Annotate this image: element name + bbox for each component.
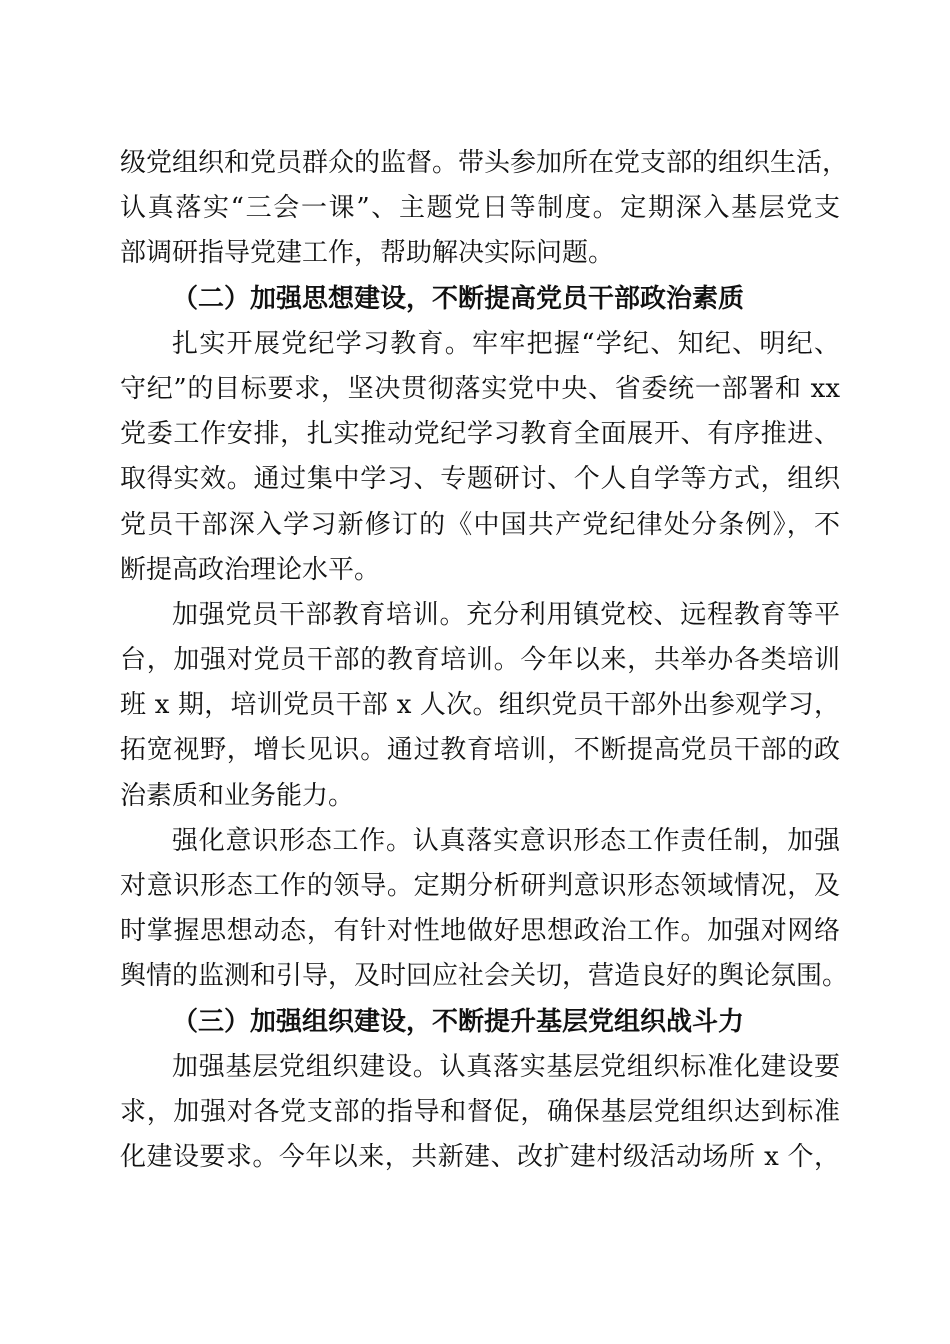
text-line: 断提高政治理论水平。 — [120, 554, 381, 585]
body-paragraph — [120, 141, 849, 277]
heading-line: （二）加强思想建设，不断提高党员干部政治素质 — [172, 283, 745, 314]
text-line: 党委工作安排，扎实推动党纪学习教育全面展开、有序推进、 — [120, 419, 840, 450]
heading-line: （三）加强组织建设，不断提升基层党组织战斗力 — [172, 1006, 745, 1037]
body-paragraph — [120, 819, 849, 1000]
text-line: 认真落实“三会一课”、主题党日等制度。定期深入基层党支 — [120, 193, 840, 224]
text-line: 取得实效。通过集中学习、专题研讨、个人自学等方式，组织 — [120, 464, 840, 495]
text-line: 化建设要求。今年以来，共新建、改扩建村级活动场所 x 个， — [120, 1142, 840, 1173]
text-line: 拓宽视野，增长见识。通过教育培训，不断提高党员干部的政 — [120, 735, 840, 766]
text-line: 时掌握思想动态，有针对性地做好思想政治工作。加强对网络 — [120, 916, 840, 947]
document-body — [120, 141, 849, 1180]
text-line: 台，加强对党员干部的教育培训。今年以来，共举办各类培训 — [120, 645, 840, 676]
text-line: 扎实开展党纪学习教育。牢牢把握“学纪、知纪、明纪、 — [172, 328, 840, 359]
body-paragraph — [120, 322, 840, 593]
text-line: 求，加强对各党支部的指导和督促，确保基层党组织达到标准 — [120, 1096, 840, 1127]
section-heading — [120, 277, 840, 322]
text-line: 治素质和业务能力。 — [120, 780, 355, 811]
text-line: 对意识形态工作的领导。定期分析研判意识形态领域情况，及 — [120, 871, 840, 901]
text-line: 强化意识形态工作。认真落实意识形态工作责任制，加强 — [172, 825, 840, 856]
text-line: 加强党员干部教育培训。充分利用镇党校、远程教育等平 — [172, 599, 840, 630]
body-paragraph — [120, 1045, 840, 1181]
section-heading — [120, 1000, 840, 1045]
text-line: 级党组织和党员群众的监督。带头参加所在党支部的组织生活， — [120, 148, 849, 178]
body-paragraph — [120, 593, 840, 819]
text-line: 班 x 期，培训党员干部 x 人次。组织党员干部外出参观学习， — [120, 690, 840, 721]
text-line: 加强基层党组织建设。认真落实基层党组织标准化建设要 — [172, 1051, 840, 1082]
text-line: 舆情的监测和引导，及时回应社会关切，营造良好的舆论氛围。 — [120, 961, 849, 992]
text-line: 守纪”的目标要求，坚决贯彻落实党中央、省委统一部署和 xx — [120, 373, 840, 404]
text-line: 党员干部深入学习新修订的《中国共产党纪律处分条例》，不 — [120, 509, 840, 540]
text-line: 部调研指导党建工作，帮助解决实际问题。 — [120, 238, 615, 269]
